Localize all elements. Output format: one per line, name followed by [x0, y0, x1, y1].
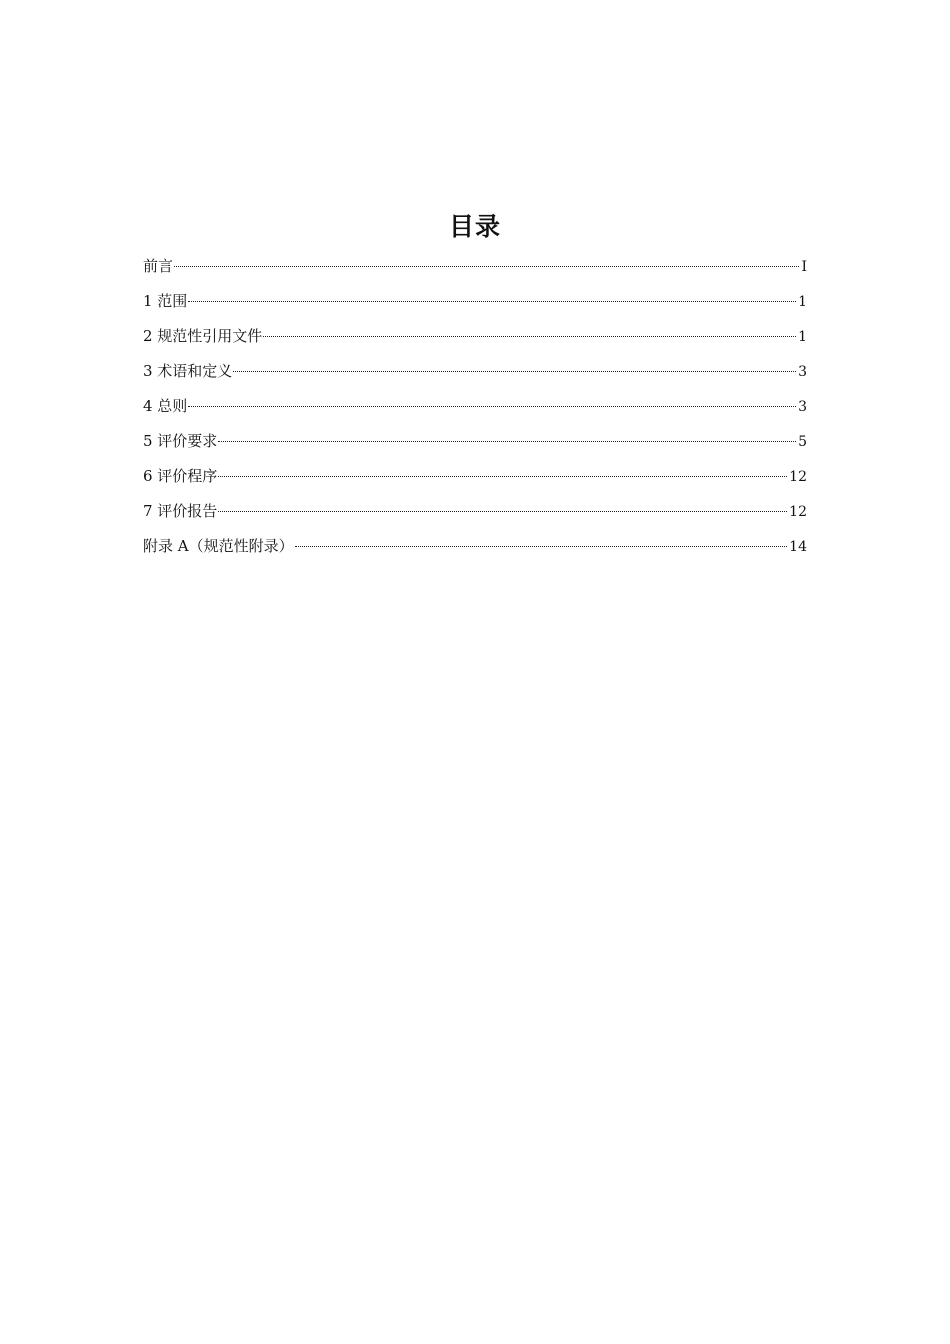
toc-entry-evaluation-procedure[interactable] [143, 464, 807, 499]
toc-entry-page: 12 [789, 504, 807, 520]
toc-entry-label: 2 规范性引用文件 [143, 327, 263, 345]
toc-entry-page: 3 [798, 399, 807, 415]
toc-entry-label: 3 术语和定义 [143, 362, 233, 380]
toc-entry-evaluation-report[interactable] [143, 499, 807, 534]
toc-entry-terms-definitions[interactable] [143, 359, 807, 394]
toc-leader-dots [218, 441, 796, 442]
toc-entry-preface[interactable] [143, 254, 807, 289]
toc-leader-dots [233, 371, 796, 372]
toc-leader-dots [218, 476, 787, 477]
toc-entry-label: 5 评价要求 [143, 432, 218, 450]
toc-entry-label: 附录 A（规范性附录） [143, 537, 294, 555]
table-of-contents [143, 254, 807, 569]
toc-leader-dots [174, 266, 799, 267]
toc-entry-scope[interactable] [143, 289, 807, 324]
toc-entry-page: 14 [789, 539, 807, 555]
toc-entry-label: 7 评价报告 [143, 502, 218, 520]
toc-leader-dots [218, 511, 787, 512]
toc-entry-page: 12 [789, 469, 807, 485]
toc-entry-label: 6 评价程序 [143, 467, 218, 485]
toc-entry-appendix-a[interactable] [143, 534, 807, 569]
toc-entry-page: 1 [798, 294, 807, 310]
toc-leader-dots [188, 406, 796, 407]
toc-leader-dots [188, 301, 796, 302]
toc-title: 目录 [448, 212, 501, 241]
toc-leader-dots [295, 546, 788, 547]
toc-entry-page: I [801, 259, 807, 275]
toc-entry-label: 1 范围 [143, 292, 188, 310]
toc-entry-page: 5 [798, 434, 807, 450]
toc-entry-label: 4 总则 [143, 397, 188, 415]
toc-entry-page: 3 [798, 364, 807, 380]
toc-entry-page: 1 [798, 329, 807, 345]
toc-entry-evaluation-requirements[interactable] [143, 429, 807, 464]
toc-entry-normative-references[interactable] [143, 324, 807, 359]
toc-entry-general[interactable] [143, 394, 807, 429]
toc-entry-label: 前言 [143, 257, 174, 275]
toc-leader-dots [263, 336, 796, 337]
